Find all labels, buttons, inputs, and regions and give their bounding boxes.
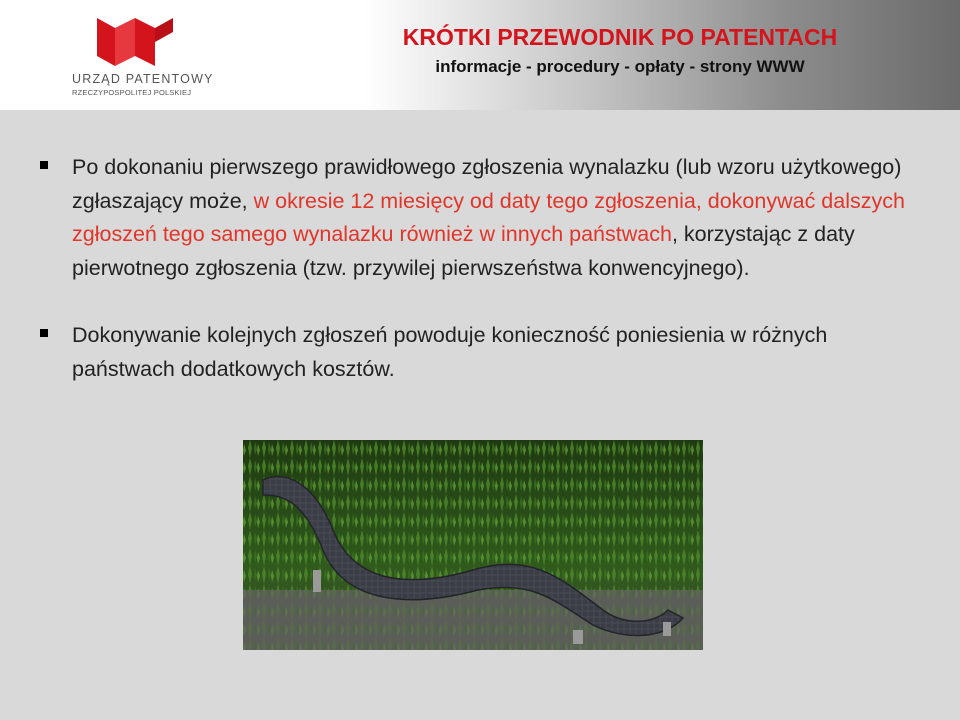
paragraph-priority-highlight: w okresie 12 miesięcy od daty tego zgłoszenia, dokonywać dalszych zgłoszeń tego samego wynalazku również w innych państwach: [72, 188, 905, 246]
page-subtitle: informacje - procedury - opłaty - strony WWW: [435, 57, 805, 76]
logo-text-office: URZĄD PATENTOWY: [72, 72, 214, 86]
logo-text-country: RZECZYPOSPOLITEJ POLSKIEJ: [72, 88, 192, 97]
lounge-chair-photo: [243, 440, 703, 650]
bullet-marker-2: [40, 329, 48, 337]
paragraph-costs: Dokonywanie kolejnych zgłoszeń powoduje konieczność poniesienia w różnych państwach dodatkowych kosztów.: [72, 323, 828, 381]
paragraph-priority-text-2: , korzystając z daty pierwotnego zgłoszenia (tzw. przywilej pierwszeństwa konwencyjnego).: [72, 222, 855, 280]
patent-office-emblem-icon: [93, 12, 177, 70]
patent-office-logo: [60, 8, 214, 103]
paragraph-priority-text-1: Po dokonaniu pierwszego prawidłowego zgłoszenia wynalazku (lub wzoru użytkowego) zgłaszający może,: [72, 155, 902, 213]
paragraph-priority: [72, 151, 932, 285]
page-title: KRÓTKI PRZEWODNIK PO PATENTACH: [402, 24, 838, 50]
header-bar: [0, 0, 960, 110]
bullet-marker-1: [40, 161, 48, 169]
